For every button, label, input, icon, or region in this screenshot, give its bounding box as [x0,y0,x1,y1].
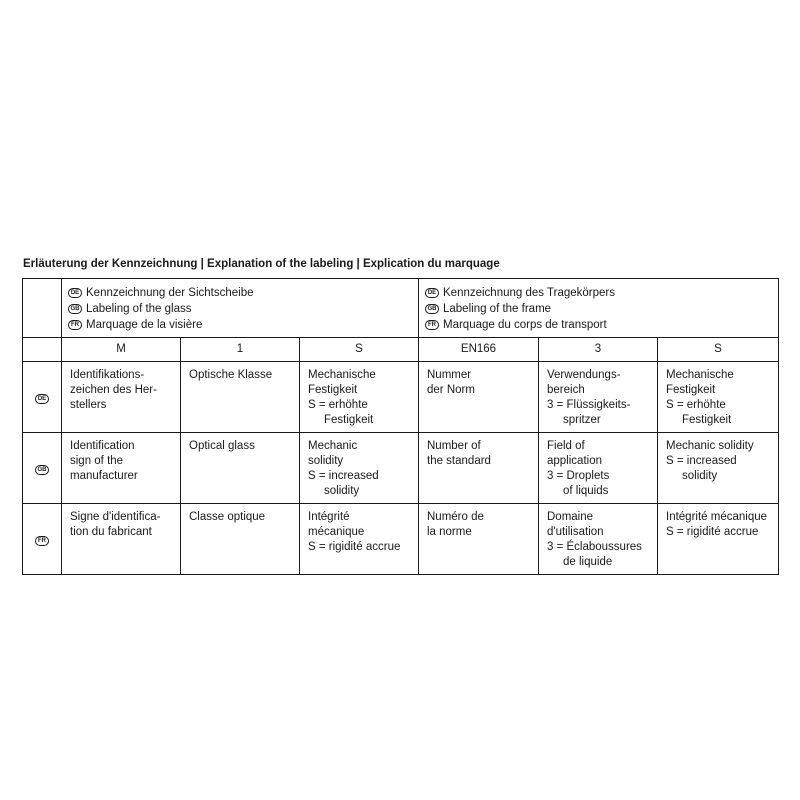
marking-table [22,278,779,575]
cell-text-line: Numéro de [427,511,484,523]
code-cell: M [62,338,181,362]
cell-text-line: S = erhöhte [666,399,726,411]
legend-line [425,285,772,301]
cell-text-line: mécanique [308,526,365,538]
cell-text-line: Festigkeit [308,384,358,396]
legend-line [68,317,412,333]
frame-header [419,279,779,338]
table-cell [658,362,779,433]
cell-text-line: zeichen des Her- [70,384,157,396]
legend-line [68,285,412,301]
table-cell [419,362,539,433]
cell-text-line: 3 = Flüssigkeits- [547,399,631,411]
language-badge-gb-icon: GB [425,304,439,314]
cell-text-line: Optische Klasse [189,369,273,381]
table-cell [539,433,658,504]
cell-text-line: spritzer [563,414,601,426]
cell-text-line: stellers [70,399,107,411]
cell-text-line: S = increased [666,455,737,467]
cell-text-line: solidity [308,455,344,467]
cell-text-line: S = increased [308,470,379,482]
cell-text-line: Nummer [427,369,472,381]
glass-header-fr: Marquage de la visière [86,318,203,331]
legend-line [425,317,772,333]
cell-text-line: sign of the [70,455,124,467]
cell-text-line: Domaine [547,511,594,523]
language-badge-fr-icon: FR [425,320,439,330]
cell-text-line: Festigkeit [682,414,732,426]
glass-header [62,279,419,338]
table-cell [62,362,181,433]
language-cell [23,504,62,575]
cell-text-line: S = erhöhte [308,399,368,411]
cell-text-line: Mechanic solidity [666,440,754,452]
cell-text-line: solidity [324,485,360,497]
cell-text-line: Mechanische [308,369,376,381]
cell-text-line: Identification [70,440,135,452]
table-cell [300,433,419,504]
cell-text-line: Classe optique [189,511,266,523]
table-cell [181,504,300,575]
language-badge-de-icon: DE [425,288,439,298]
table-cell [419,433,539,504]
table-cell [300,362,419,433]
frame-header-de: Kennzeichnung des Tragekörpers [443,286,615,299]
table-cell [62,504,181,575]
code-cell: 1 [181,338,300,362]
cell-text-line: Mechanic [308,440,358,452]
code-cell: 3 [539,338,658,362]
table-cell [539,504,658,575]
legend-line [68,301,412,317]
cell-text-line: Intégrité [308,511,350,523]
cell-text-line: Field of [547,440,585,452]
table-cell [419,504,539,575]
cell-text-line: S = rigidité accrue [666,526,759,538]
glass-header-de: Kennzeichnung der Sichtscheibe [86,286,254,299]
language-badge-gb-icon: GB [68,304,82,314]
frame-header-fr: Marquage du corps de transport [443,318,607,331]
corner-cell [23,279,62,338]
language-badge-fr-icon: FR [35,536,49,546]
legend-line [425,301,772,317]
cell-text-line: Signe d'identifica- [70,511,161,523]
cell-text-line: tion du fabricant [70,526,152,538]
language-badge-fr-icon: FR [68,320,82,330]
cell-text-line: Identifikations- [70,369,145,381]
table-cell [539,362,658,433]
table-row [23,504,779,575]
cell-text-line: S = rigidité accrue [308,541,401,553]
language-badge-de-icon: DE [35,394,49,404]
document-title: Erläuterung der Kennzeichnung | Explanation of the labeling | Explication du marquage [23,258,500,270]
cell-text-line: Intégrité mécanique [666,511,768,523]
language-cell [23,433,62,504]
language-badge-gb-icon: GB [35,465,49,475]
frame-header-gb: Labeling of the frame [443,302,552,315]
table-cell [300,504,419,575]
language-cell [23,362,62,433]
cell-text-line: 3 = Droplets [547,470,610,482]
group-header-row [23,279,779,338]
cell-text-line: solidity [682,470,718,482]
table-cell [181,362,300,433]
table-cell [658,433,779,504]
cell-text-line: manufacturer [70,470,138,482]
code-cell: EN166 [419,338,539,362]
table-cell [181,433,300,504]
cell-text-line: the standard [427,455,491,467]
cell-text-line: of liquids [563,485,609,497]
cell-text-line: Festigkeit [666,384,716,396]
cell-text-line: Verwendungs- [547,369,621,381]
cell-text-line: Number of [427,440,481,452]
language-badge-de-icon: DE [68,288,82,298]
code-cell: S [300,338,419,362]
table-cell [658,504,779,575]
cell-text-line: Optical glass [189,440,255,452]
code-row-blank [23,338,62,362]
table-row [23,433,779,504]
glass-header-gb: Labeling of the glass [86,302,192,315]
cell-text-line: de liquide [563,556,613,568]
cell-text-line: bereich [547,384,585,396]
code-cell: S [658,338,779,362]
table-cell [62,433,181,504]
cell-text-line: application [547,455,602,467]
cell-text-line: Festigkeit [324,414,374,426]
cell-text-line: Mechanische [666,369,734,381]
cell-text-line: la norme [427,526,472,538]
code-row [23,338,779,362]
cell-text-line: d'utilisation [547,526,604,538]
cell-text-line: 3 = Éclaboussures [547,541,642,553]
cell-text-line: der Norm [427,384,475,396]
table-row [23,362,779,433]
